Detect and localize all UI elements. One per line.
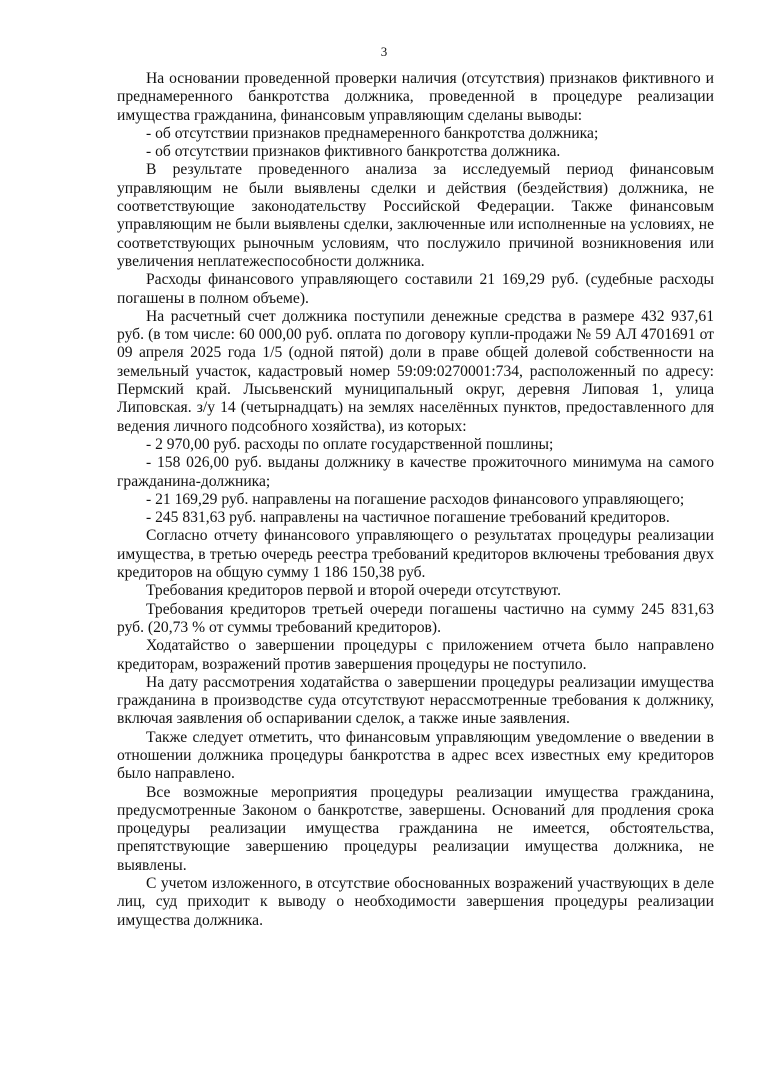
paragraph-first-second-priority: Требования кредиторов первой и второй очереди отсутствуют. — [146, 582, 561, 600]
paragraph-analysis-results: В результате проведенного анализа за исследуемый период финансовым управляющим не были выявлены сделки и действия (бездействия) должника, не соответствующие законодательству Российской Федерации. Также финансовым управляющим не были выявлены сделки, заключенные или исполненные на условиях, не соответствующих рыночным условиям, что послужило причиной возникновения или увеличения неплатежеспособности должника. — [117, 161, 714, 270]
paragraph-court-conclusion: С учетом изложенного, в отсутствие обоснованных возражений участвующих в деле лиц, суд приходит к выводу о необходимости завершения процедуры реализации имущества должника. — [117, 875, 714, 929]
page-number: 3 — [380, 44, 388, 59]
paragraph-third-priority: Требования кредиторов третьей очереди погашены частично на сумму 245 831,63 руб. (20,73 % от суммы требований кредиторов). — [117, 600, 714, 636]
list-item-subsistence-minimum: - 158 026,00 руб. выданы должнику в качестве прожиточного минимума на самого гражданина-должника; — [117, 454, 714, 490]
paragraph-no-pending-claims: На дату рассмотрения ходатайства о завершении процедуры реализации имущества гражданина в производстве суда отсутствуют нерассмотренные требования к должнику, включая заявления об оспаривании сделок, а также иные заявления. — [117, 673, 714, 728]
paragraph-creditor-notification: Также следует отметить, что финансовым управляющим уведомление о введении в отношении должника процедуры банкротства в адрес всех известных ему кредиторов было направлено. — [117, 728, 714, 783]
paragraph-verification-conclusions: На основании проведенной проверки наличия (отсутствия) признаков фиктивного и преднамеренного банкротства должника, проведенной в процедуре реализации имущества гражданина, финансовым управляющим сделаны выводы: — [117, 70, 714, 124]
paragraph-no-deliberate-bankruptcy: - об отсутствии признаков преднамеренного банкротства должника; — [146, 124, 599, 142]
paragraph-completion-motion: Ходатайство о завершении процедуры с приложением отчета было направлено кредиторам, возражений против завершения процедуры не поступило. — [117, 637, 714, 673]
paragraph-measures-completed: Все возможные мероприятия процедуры реализации имущества гражданина, предусмотренные Законом о банкротстве, завершены. Оснований для продления срока процедуры реализации имущества гражданина не имеется, обстоятельства, препятствующие завершению процедуры реализации имущества должника, не выявлены. — [117, 783, 714, 874]
list-item-creditor-repayment: - 245 831,63 руб. направлены на частичное погашение требований кредиторов. — [146, 509, 670, 527]
list-item-manager-expenses: - 21 169,29 руб. направлены на погашение расходов финансового управляющего; — [146, 490, 685, 508]
paragraph-manager-expenses: Расходы финансового управляющего составили 21 169,29 руб. (судебные расходы погашены в полном объеме). — [117, 271, 714, 307]
paragraph-creditor-register: Согласно отчету финансового управляющего о результатах процедуры реализации имущества, в третью очередь реестра требований кредиторов включены требования двух кредиторов на общую сумму 1 186 150,38 руб. — [117, 527, 714, 582]
paragraph-no-fictitious-bankruptcy: - об отсутствии признаков фиктивного банкротства должника. — [146, 143, 561, 161]
paragraph-funds-received: На расчетный счет должника поступили денежные средства в размере 432 937,61 руб. (в том числе: 60 000,00 руб. оплата по договору купли-продажи № 59 АЛ 4701691 от 09 апреля 2025 года 1/5 (одной пятой) доли в праве общей долевой собственности на земельный участок, кадастровый номер 59:09:0270001:734, расположенный по адресу: Пермский край. Лысьвенский муниципальный округ, деревня Липовая 1, улица Липовская. з/у 14 (четырнадцать) на землях населённых пунктов, предоставленного для ведения личного подсобного хозяйства), из которых: — [117, 307, 714, 435]
document-body — [117, 70, 714, 930]
list-item-state-duty: - 2 970,00 руб. расходы по оплате государственной пошлины; — [146, 435, 554, 453]
